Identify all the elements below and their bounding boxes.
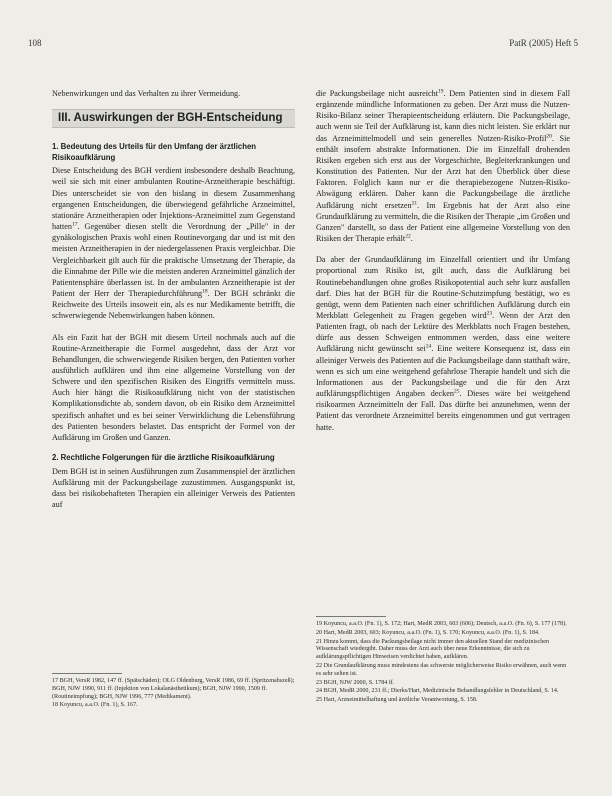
paragraph-3: Dem BGH ist in seinen Ausführungen zum Zusammenspiel der ärztlichen Aufklärung mit der Packungsbeilage zuzustimmen. Ausgangspunkt ist, dass bei risikobehafteten Therapien ein alleiniger Verweis des Patienten auf <box>52 466 295 510</box>
footnote: 22 Die Grundaufklärung muss mindestens das schwerste möglicherweise Risiko erwähnen, auch wenn es sehr selten ist. <box>316 662 567 677</box>
paragraph-2: Als ein Fazit hat der BGH mit diesem Urteil nochmals auch auf die Routine-Arzneitherapie die Formel ausgedehnt, dass der Arzt vor Behandlungen, die schwerwiegende Risiken bergen, den Patienten vorher ausführlich aufklären und ihm eine allgemeine Vorstellung von der Schwere und den spezifischen Risiken des Eingriffs vermitteln muss. Auch hier hängt die Risikoaufklärung nicht von der statistischen Komplikationsdichte ab, sondern davon, ob ein Risiko dem Arzneimittel spezifisch anhaftet und es bei seiner Verwirklichung die Lebensführung des Patienten besonders belastet. Das entspricht der Formel von der Aufklärung im Großen und Ganzen. <box>52 332 295 442</box>
section-2-heading: 2. Rechtliche Folgerungen für die ärztliche Risikoaufklärung <box>52 453 275 463</box>
footnote-ref: 19 <box>438 88 444 95</box>
footnote: 18 Koyuncu, a.a.O. (Fn. 1), S. 167. <box>52 702 138 709</box>
footnote-divider <box>52 673 122 674</box>
footnote-ref: 20 <box>546 132 552 139</box>
footnote: 23 BGH, NJW 2000, S. 1784 ff. <box>316 679 395 686</box>
footnote-ref: 22 <box>405 233 411 240</box>
footnote: 20 Hart, MedR 2003, 603; Koyuncu, a.a.O. (Fn. 1), S. 170; Koyuncu, a.a.O. (Fn. 1), S. 184. <box>316 629 540 636</box>
footnote: 21 Hinzu kommt, dass die Packungsbeilage nicht immer den aktuellen Stand der medizinischen Wissenschaft wiedergibt. Daher muss der Arzt auch über neue Erkenntnisse, die sich zu aufklärungspflichtigen Hinweisen verdichtet haben, aufklären. <box>316 638 550 661</box>
footnote-ref: 25 <box>453 388 460 395</box>
right-column <box>316 88 570 433</box>
footnote: 25 Hart, Arzneimittelhaftung und ärztliche Verantwortung, S. 158. <box>316 697 478 704</box>
footnotes-right <box>316 616 570 706</box>
footnote-divider <box>316 616 386 617</box>
section-1-heading: 1. Bedeutung des Urteils für den Umfang der ärztlichen Risikoaufklärung <box>52 142 257 162</box>
footnote-ref: 18 <box>202 288 208 295</box>
footnote-ref: 23 <box>486 310 493 317</box>
paragraph-4: die Packungsbeilage nicht ausreicht$^{19}$. Dem Patienten sind in diesem Fall ergänzende mündliche Informationen zu geben. Der Arzt muss die Nutzen-Risiko-Bilanz seiner Therapieentscheidung erläutern. Die Packungsbeilage, auch wenn sie Teil der Aufklärung ist, kann dies nicht leisten. Sie erklärt nur das Arzneimittelmodell und sein generelles Nutzen-Risiko-Profil$^{20}$. Sie enthält insofern abstrakte Informationen. Die im Einzelfall drohenden Risiken ergeben sich erst aus der Vorgeschichte, Begleiterkrankungen und Konstitution des Patienten. Nur der Arzt hat den Überblick über diese Faktoren. Folglich kann nur er die therapiebezogene Nutzen-Risiko-Abwägung erklären. Daher kann die Packungsbeilage die ärztliche Aufklärung nicht ersetzen$^{21}$. Im Ergebnis hat der Arzt also eine Grundaufklärung zu vermitteln, die die Risiken der Therapie „im Großen und Ganzen" darstellt, so dass der Patient eine allgemeine Vorstellung von den Risiken der Therapie erhält$^{22}$. <box>316 88 571 244</box>
paragraph-5: Da aber der Grundaufklärung im Einzelfall orientiert und ihr Umfang proportional zum Risiko ist, gilt auch, dass die Aufklärung bei Routinebehandlungen ohne großes Risikopotential auch sehr kurz ausfallen darf. Dies hat der BGH für die Routine-Schutzimpfung bestätigt, wo es genügt, wenn dem Patienten nach einer schriftlichen Aufklärung durch ein Merkblatt Gelegenheit zu Fragen gegeben wird$^{23}$. Wenn der Arzt den Patienten fragt, ob nach der Lektüre des Merkblatts noch Fragen bestehen, dürfe aus dessen Schweigen entnommen werden, dass eine weitere Aufklärung nicht gewünscht sei$^{24}$. Eine weitere Konsequenz ist, dass ein alleiniger Verweis des Patienten auf die Packungsbeilage dann statthaft wäre, wenn es sich um eine weitgehend gefahrlose Therapie handelt und sich die Informationen aus der Packungsbeilage und die für den Arzt aufklärungspflichtigen Angaben decken$^{25}$. Dieses wäre bei weitgehend risikoarmen Arzneimitteln der Fall. Das dürfte bei anzunehmen, wenn der Patient das verordnete Arzneimittel bereits eingenommen und gut vertragen hatte. <box>316 255 571 432</box>
journal-reference: PatR (2005) Heft 5 <box>509 38 578 48</box>
chapter-heading: III. Auswirkungen der BGH-Entscheidung <box>52 109 295 128</box>
footnotes-left <box>52 673 295 711</box>
footnote: 24 BGH, MedR 2000, 231 ff.; Dierks/Hart, Medizinische Behandlungsfehler in Deutschland, S. 14. <box>316 688 559 695</box>
footnote-ref: 21 <box>411 199 418 206</box>
intro-text: Nebenwirkungen und das Verhalten zu ihrer Vermeidung. <box>52 89 241 98</box>
footnote: 19 Koyuncu, a.a.O. (Fn. 1), S. 172; Hart, MedR 2003, 603 (606); Deutsch, a.a.O. (Fn. 6), S. 177 (178). <box>316 621 567 627</box>
footnote-ref: 24 <box>425 343 432 350</box>
left-column <box>52 88 295 510</box>
footnote-ref: 17 <box>72 221 78 228</box>
page-header <box>28 38 578 52</box>
paragraph-1: Diese Entscheidung des BGH verdient insbesondere deshalb Beachtung, weil sie sich mit einer ambulanten Routine-Arzneitherapie beschäftigt. Dies unterscheidet sie von den bislang in diesem Zusammenhang ergangenen Entscheidungen, die überwiegend gefährliche Arzneimittel, stationäre Arzneitherapien oder Injektions-Arzneimittel zum Gegenstand hatten$^{17}$. Gegenüber diesen stellt die Verordnung der „Pille" in der gynäkologischen Praxis wohl einen Routinevorgang dar und ist mit den meisten Arzneitherapien in der niedergelassenen Praxis vergleichbar. Die Vergleichbarkeit gilt auch für die praktische Umsetzung der Therapie, da die Einnahme der Pille wie die meisten anderen Arzneimittel gänzlich der Patientensphäre überlassen ist. In der ambulanten Arzneitherapie ist der Patient der Herr der Therapiedurchführung$^{18}$. Der BGH schränkt die Reichweite des Urteils insoweit ein, als es nur Medikamente betrifft, die schwerwiegende Nebenwirkungen haben können. <box>52 166 295 321</box>
page-number: 108 <box>28 38 42 48</box>
footnote: 17 BGH, VersR 1982, 147 ff. (Spätschäden); OLG Oldenburg, VersR 1986, 69 ff. (Spritzenabszeß); BGH, NJW 1990, 911 ff. (Injektion von Lokalanästhetikum); BGH, NJW 1990, 1509 ff. (Routineimpfung); BGH, NJW 1996, 777 (Medikament). <box>52 678 295 700</box>
